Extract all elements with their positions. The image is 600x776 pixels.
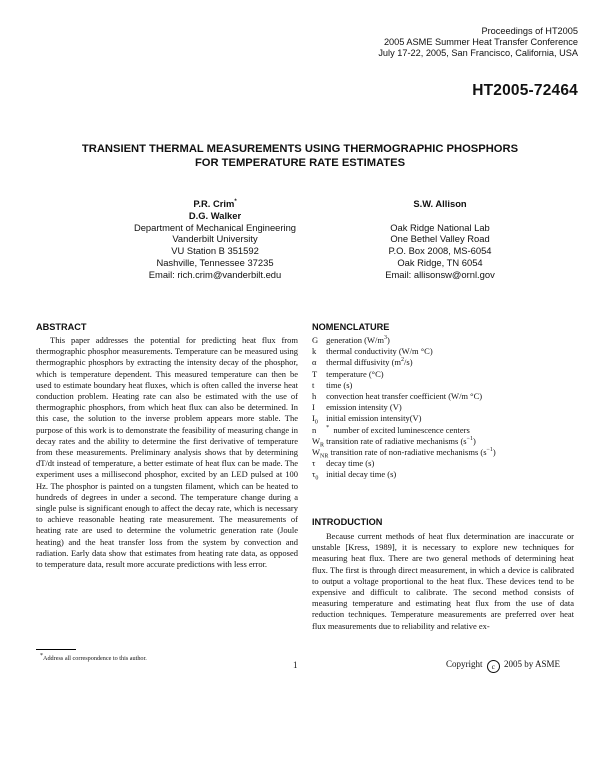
affiliation-line: Oak Ridge National Lab bbox=[390, 221, 490, 233]
symbol-main: α bbox=[312, 357, 317, 368]
nomenclature-symbol bbox=[312, 369, 324, 380]
unit-superscript: 3 bbox=[383, 335, 387, 342]
symbol-main: W bbox=[312, 447, 321, 458]
symbol-subscript: NR bbox=[320, 453, 329, 460]
nomenclature-description: number of excited luminescence centers bbox=[333, 424, 470, 435]
nomenclature-row bbox=[312, 447, 574, 458]
nomenclature-description: transition rate of non-radiative mechanisms (s bbox=[330, 447, 487, 458]
nomenclature-row bbox=[312, 436, 574, 447]
affiliation-line: Nashville, Tennessee 37235 bbox=[156, 256, 274, 268]
author-name: D.G. Walker bbox=[188, 209, 242, 221]
nomenclature-row bbox=[312, 346, 574, 357]
nomenclature-symbol bbox=[312, 469, 324, 483]
proceedings-line: 2005 ASME Summer Heat Transfer Conference bbox=[383, 37, 578, 47]
symbol-subscript: 0 bbox=[314, 420, 318, 427]
affiliation-line: VU Station B 351592 bbox=[171, 245, 259, 257]
nomenclature-symbol bbox=[312, 357, 324, 368]
footnote-text: Address all correspondence to this author. bbox=[43, 655, 147, 662]
nomenclature-symbol bbox=[312, 346, 324, 357]
nomenclature-symbol bbox=[312, 447, 328, 458]
copyright-prefix: Copyright bbox=[446, 659, 483, 669]
symbol-main: G bbox=[312, 335, 319, 345]
nomenclature-symbol bbox=[312, 402, 324, 413]
nomenclature-symbol bbox=[312, 380, 324, 391]
nomenclature-description: initial emission intensity(V) bbox=[326, 413, 422, 424]
unit-tail: ) bbox=[473, 435, 476, 446]
author-name: S.W. Allison bbox=[413, 198, 467, 209]
nomenclature-description: initial decay time (s) bbox=[326, 469, 397, 480]
abstract-body bbox=[36, 335, 298, 570]
symbol-main: T bbox=[312, 368, 318, 379]
nomenclature-description: decay time (s) bbox=[326, 458, 375, 469]
symbol-main: k bbox=[312, 346, 317, 357]
unit-tail: ) bbox=[386, 335, 390, 345]
author-email: Email: rich.crim@vanderbilt.edu bbox=[148, 268, 282, 280]
footnote-rule bbox=[36, 649, 76, 650]
introduction-paragraph: Because current methods of heat flux determination are inaccurate or unstable [Kress, 1989], it is necessary to explore new techniques for measuring heat flux. There are two general methods of determining heat flux. The first is through direct measurement, in which a device is calibrated to output a voltage proportional to the heat flux. These devices tend to be expensive and difficult to calibrate. The second method consists of measuring temperature and estimating heat flux from the use of data reduction techniques. Temperature measurements are preferred over heat flux measurements due to reliability and relative ex- bbox=[312, 531, 574, 631]
paper-id: HT2005-72464 bbox=[472, 82, 578, 99]
proceedings-line: July 17-22, 2005, San Francisco, California, USA bbox=[378, 48, 578, 58]
introduction-heading: INTRODUCTION bbox=[312, 517, 383, 527]
nomenclature-description: temperature (°C) bbox=[326, 368, 384, 379]
nomenclature-symbol bbox=[312, 425, 324, 436]
author-email: Email: allisonsw@ornl.gov bbox=[385, 268, 495, 280]
nomenclature-row bbox=[312, 335, 574, 346]
author-block-left bbox=[80, 198, 350, 281]
symbol-main: n bbox=[312, 424, 317, 435]
copyright-notice bbox=[446, 659, 560, 673]
nomenclature-symbol bbox=[312, 391, 324, 402]
affiliation-line: P.O. Box 2008, MS-6054 bbox=[388, 245, 492, 257]
symbol-main: h bbox=[312, 391, 317, 402]
author-name: P.R. Crim bbox=[193, 198, 235, 209]
affiliation-line: One Bethel Valley Road bbox=[390, 233, 490, 245]
nomenclature-row bbox=[312, 413, 574, 427]
nomenclature-description: convection heat transfer coefficient (W/m °C) bbox=[326, 391, 483, 402]
nomenclature-description: generation (W/m bbox=[326, 335, 384, 345]
symbol-main: W bbox=[312, 435, 321, 446]
symbol-subscript: R bbox=[320, 442, 325, 449]
unit-superscript: −1 bbox=[466, 436, 474, 442]
affiliation-line: Vanderbilt University bbox=[172, 233, 258, 245]
affiliation-line: Oak Ridge, TN 6054 bbox=[397, 256, 483, 268]
nomenclature-row bbox=[312, 357, 574, 368]
nomenclature-row bbox=[312, 425, 574, 436]
symbol-subscript: 0 bbox=[315, 476, 319, 483]
abstract-paragraph: This paper addresses the potential for predicting heat flux from thermographic phosphor measurements. Temperature can be measured using thermographic phosphors by extracting the intensity decay of the phosphor, which is temperature dependent. This measured temperature can then be used to estimate boundary heat fluxes, which is often called the inverse heat conduction problem. Heating rate can also be estimated with the use of thermographic phosphors, from which heat flux can also be determined. In this case, the solution to the inverse problem appears more stable. The purpose of this work is to demonstrate the feasibility of measuring change in decay rates and the ability to determine the first derivative of temperature from these measurements. Preliminary analysis shows that by determining dT/dt instead of temperature, a better estimate of heat flux can be made. The experiment uses a millisecond phosphor, excited by an LED pulsed at 100 Hz. The phosphor is painted on a tungsten filament, which can be heated to hundreds of degrees in under a second. The temperature change during a single pulse is significant enough to affect the decay rate, which is necessary to achieve reasonable heating rate measurement. The measurements of heating rate are used to determine the volumetric generation rate (Joule heating) and the heat transfer loss from the system by convection and radiation. Early data show that estimates from heating rate data, as opposed to temperature data, result more accurate predictions with less error. bbox=[36, 335, 298, 570]
affiliation-line: Department of Mechanical Engineering bbox=[133, 221, 297, 233]
nomenclature-row bbox=[312, 469, 574, 483]
affiliation-spacer bbox=[340, 210, 540, 222]
nomenclature-row bbox=[312, 391, 574, 402]
nomenclature-description: transition rate of radiative mechanisms (s bbox=[326, 435, 467, 446]
unit-superscript: 2 bbox=[401, 357, 405, 364]
proceedings-header bbox=[378, 26, 578, 59]
nomenclature-description: thermal conductivity (W/m °C) bbox=[326, 346, 433, 357]
nomenclature-description: thermal diffusivity (m bbox=[326, 357, 402, 368]
symbol-main: τ bbox=[312, 458, 316, 469]
nomenclature-symbol bbox=[312, 335, 324, 346]
nomenclature-row bbox=[312, 458, 574, 469]
unit-superscript: −1 bbox=[486, 447, 493, 454]
page-number: 1 bbox=[293, 660, 298, 670]
author-block-right bbox=[340, 198, 540, 281]
copyright-suffix: 2005 by ASME bbox=[504, 659, 561, 669]
unit-tail: /s) bbox=[404, 357, 413, 368]
nomenclature-description: time (s) bbox=[326, 379, 353, 390]
nomenclature-description: emission intensity (V) bbox=[326, 402, 402, 413]
copyright-icon: c bbox=[487, 660, 500, 673]
unit-tail: ) bbox=[492, 447, 496, 458]
nomenclature-symbol bbox=[312, 458, 324, 469]
paper-title bbox=[0, 142, 600, 170]
nomenclature-symbol bbox=[312, 436, 324, 447]
nomenclature-list bbox=[312, 335, 574, 481]
correspondence-mark: * bbox=[234, 198, 237, 205]
symbol-main: I bbox=[312, 413, 315, 424]
symbol-main: I bbox=[312, 402, 315, 413]
title-line: FOR TEMPERATURE RATE ESTIMATES bbox=[194, 157, 406, 169]
author-name-line bbox=[80, 198, 350, 210]
symbol-main: τ bbox=[312, 469, 316, 480]
nomenclature-row bbox=[312, 369, 574, 380]
symbol-main: t bbox=[312, 379, 315, 390]
introduction-body bbox=[312, 531, 574, 632]
nomenclature-row bbox=[312, 402, 574, 413]
footnote bbox=[40, 652, 147, 662]
abstract-heading: ABSTRACT bbox=[36, 322, 87, 332]
title-line: TRANSIENT THERMAL MEASUREMENTS USING THERMOGRAPHIC PHOSPHORS bbox=[81, 143, 519, 155]
nomenclature-row bbox=[312, 380, 574, 391]
footnote-mark: * bbox=[40, 652, 43, 659]
nomenclature-symbol bbox=[312, 413, 324, 427]
proceedings-line: Proceedings of HT2005 bbox=[481, 26, 578, 36]
nomenclature-heading: NOMENCLATURE bbox=[312, 322, 390, 332]
symbol-superscript: * bbox=[326, 424, 330, 431]
